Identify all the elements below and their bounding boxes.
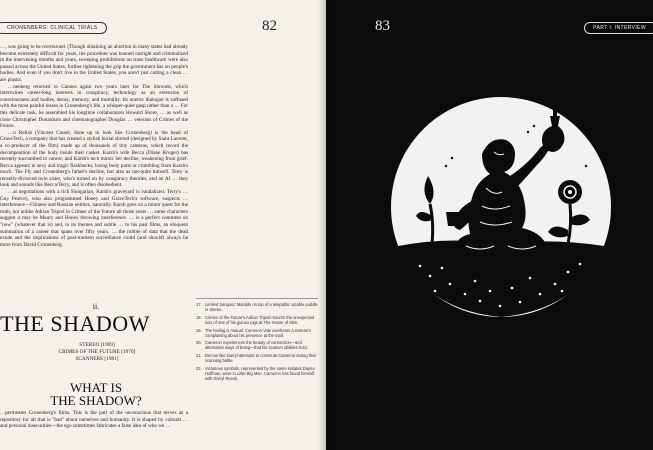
caption-note [196,366,320,381]
spiral-center [568,190,572,194]
note-number: 17. [196,302,202,307]
page-number-right: 83 [375,18,390,34]
note-number: 22. [196,365,202,371]
caption-note [196,315,320,325]
body-text [0,44,188,248]
caption-note [196,340,320,350]
body-paragraph: …at negotiations with a rich Hungarian, Karsh's graveyard is vandalized. Terry's … Guy Pearce), who also programmed Honey and GraveTech's software, suspects … interference—Chinese and Russian entities, naturally. Karsh goes on a minor quest for the truth, not unlike Adrian Tripod in Crimes of the Future all those years … some characters suggest it may be Maury and Honey throwing interference. … is a perfect comment on "now" (whatever that is) and, in its themes and subtle … to his past films, an eloquent summation of a career that spans over fifty years. … the rubble of data that the dead exude and the implications of post-mortem surveillance could (and should) always be more from David Cronenberg. [0,189,188,248]
body-paragraph: …n Relish (Vincent Cassel, done up to look like Cronenberg) is the head of GraveTech, a company that has created a stylish burial shroud (designed by Saint Laurent, a co-producer of the film) made up of thousands of tiny cameras, which record the decomposition of the body inside their casket. Karsh's wife Becca (Diane Kruger) has recently succumbed to cancer, and Karsh's tech mimic her decline, weakening from grief. Becca appears in sexy and tragic flashbacks, losing body parts or crumbling from Karsh's touch. The Fly and Cronenberg's father's decline, but also as not-quite himself. Terry is recently-divorced twin sister, who's turned on by conspiracy theories, and an AI … they look and sounds like Becca/Terry, and is often disobedient. [0,129,188,189]
question-line: THE SHADOW? [50,393,142,408]
left-page [0,0,326,450]
body-paragraph: …nenberg returned to Cannes again two years later for The Shrouds, which intertwines career-long interests in conspiracy, technology as an extension of consciousness and bodies, decay, memory, and mortality. Its oneiric dialogue is suffused with the most painful losses in Cronenberg's life, a whisper-quiet gasp rather than a … For this delicate task, he assembled his longtime collaborators Howard Shore, … as well as close Christopher Donaldson and cinematographer Douglas … veterans of Crimes of the Future. [0,83,188,130]
body-paragraph: …permeates Cronenberg's films. This is the part of the unconscious that serves as a repository for all that is "bad" about ourselves and humanity. It is shaped by cultural … and personal insecurities—the ego sometimes fabricates a false idea of who we … [0,410,188,430]
note-text: Limited Sangout: Mantids on top of a telepathic sizable puddle in Stereo. [205,302,318,313]
note-number: 18. [196,314,202,320]
note-text: The feeling is mutual: Cameron Vale overhears a woman's complaining about his presence at the mall. [205,327,311,338]
note-number: 19. [196,327,202,333]
caption-notes [196,302,320,384]
section-question [36,381,156,407]
note-text: Demon-like Darryl attempts to commute Cameron during their scanning battle. [205,353,317,364]
film-item: CRIMES OF THE FUTURE [1970] [58,349,136,355]
film-item: STEREO [1969] [79,342,115,348]
film-list [42,342,152,363]
question-line: WHAT IS [69,380,123,395]
body-paragraph: …, was going to be overturned. (Though obtaining an abortion in many states had already become extremely difficult for years, the procedure was banned outright and criminalized in the intervening months and years, sweeping prohibitions on trans healthcare were also passed across the United States, further tightening the grip the government has on people's bodies. And even if you don't live in the United States, you aren't just cutting a clean …are plastic. [0,44,188,83]
caption-note [196,328,320,338]
running-head-left: CRONENBERG: CLINICAL TRIALS [0,22,107,34]
caption-note [196,353,320,363]
page-number-left: 82 [262,18,277,34]
section-title: THE SHADOW [0,311,150,336]
note-number: 21. [196,353,202,359]
note-text: Cameron experiences the beauty of connection—and alternative ways of being—that his scanner abilities hold. [205,340,308,351]
running-head-right: PART I: INTERVIEW [584,22,653,34]
notes-divider [196,298,318,299]
note-number: 20. [196,340,202,346]
vial-stopper [553,106,557,116]
cup-icon [446,212,464,226]
caption-note [196,302,320,312]
right-page [326,0,653,450]
bottom-text [0,410,188,430]
note-text: Crimes of the Future's Adrian Tripod mourns the unexpected loss of one of his guinea pigs at The House of Skin. [205,314,315,325]
film-item: SCANNERS [1981] [75,356,119,362]
section-number: ii. [92,302,100,311]
woodcut-illustration [390,96,612,318]
note-text: Victorious symbols, represented by the same initiates Dayna Hoffman, were in Little Big Man. Cameron has found himself with Darryl Revok. [205,365,315,382]
